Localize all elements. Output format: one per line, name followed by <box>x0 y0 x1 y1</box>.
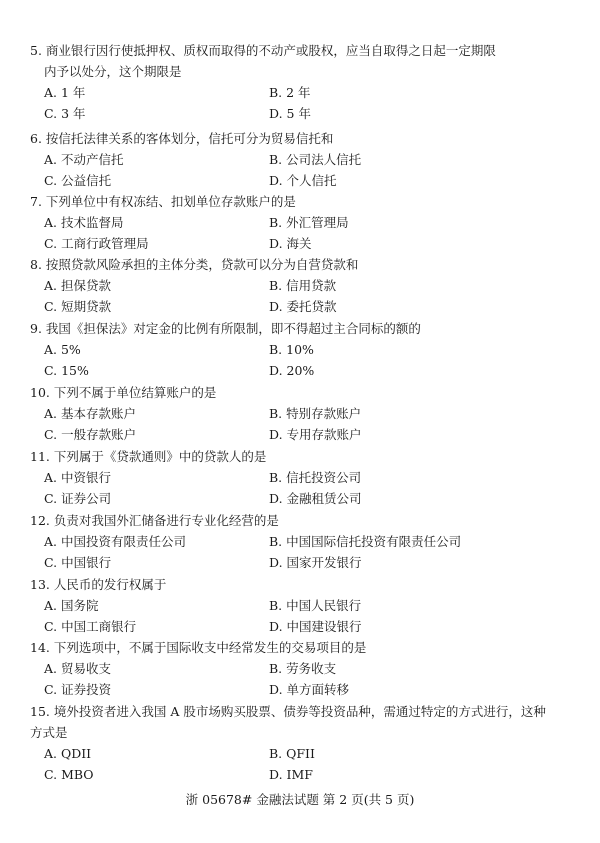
option-b: B. QFII <box>269 746 315 761</box>
option-d: D. 个人信托 <box>269 173 337 188</box>
question-7 <box>30 191 580 254</box>
option-b: B. 2 年 <box>269 85 311 100</box>
option-c: C. 证券公司 <box>44 491 112 506</box>
option-d: D. 单方面转移 <box>269 682 350 697</box>
option-c: C. 证券投资 <box>44 682 112 697</box>
option-d: D. 5 年 <box>269 106 311 121</box>
question-11 <box>30 446 580 509</box>
question-14 <box>30 637 580 700</box>
option-b: B. 信用贷款 <box>269 278 337 293</box>
option-a: A. 技术监督局 <box>44 215 124 230</box>
option-c: C. 15% <box>44 363 89 378</box>
option-a: A. 5% <box>44 342 81 357</box>
option-b: B. 特别存款账户 <box>269 406 362 421</box>
option-b: B. 劳务收支 <box>269 661 337 676</box>
option-a: A. 国务院 <box>44 598 99 613</box>
option-c: C. 一般存款账户 <box>44 427 137 442</box>
option-c: C. 中国工商银行 <box>44 619 137 634</box>
question-13 <box>30 574 580 637</box>
question-10 <box>30 382 580 445</box>
option-d: D. 中国建设银行 <box>269 619 362 634</box>
option-a: A. 中国投资有限责任公司 <box>44 534 186 549</box>
option-c: C. 3 年 <box>44 106 86 121</box>
option-d: D. 金融租赁公司 <box>269 491 362 506</box>
option-b: B. 公司法人信托 <box>269 152 362 167</box>
question-5 <box>30 40 580 124</box>
option-d: D. 20% <box>269 363 315 378</box>
question-stem: 6. 按信托法律关系的客体划分，信托可分为贸易信托和 <box>30 131 334 146</box>
option-b: B. 信托投资公司 <box>269 470 362 485</box>
option-d: D. 国家开发银行 <box>269 555 362 570</box>
option-a: A. 基本存款账户 <box>44 406 136 421</box>
option-a: A. 1 年 <box>44 85 86 100</box>
option-a: A. 不动产信托 <box>44 152 124 167</box>
option-d: D. IMF <box>269 767 313 782</box>
question-9 <box>30 318 580 381</box>
question-stem: 7. 下列单位中有权冻结、扣划单位存款账户的是 <box>30 194 296 209</box>
question-stem: 13. 人民币的发行权属于 <box>30 577 167 592</box>
question-stem: 14. 下列选项中，不属于国际收支中经常发生的交易项目的是 <box>30 640 367 655</box>
question-8 <box>30 254 580 317</box>
question-stem: 11. 下列属于《贷款通则》中的贷款人的是 <box>30 449 267 464</box>
option-c: C. 工商行政管理局 <box>44 236 149 251</box>
question-6 <box>30 128 580 191</box>
option-d: D. 委托贷款 <box>269 299 337 314</box>
option-b: B. 外汇管理局 <box>269 215 349 230</box>
option-c: C. 短期贷款 <box>44 299 112 314</box>
option-c: C. 中国银行 <box>44 555 112 570</box>
option-d: D. 专用存款账户 <box>269 427 362 442</box>
question-stem: 9. 我国《担保法》对定金的比例有所限制，即不得超过主合同标的额的 <box>30 321 421 336</box>
question-stem: 12. 负责对我国外汇储备进行专业化经营的是 <box>30 513 279 528</box>
option-a: A. 中资银行 <box>44 470 111 485</box>
option-b: B. 中国人民银行 <box>269 598 362 613</box>
question-12 <box>30 510 580 573</box>
option-b: B. 10% <box>269 342 314 357</box>
question-stem: 15. 境外投资者进入我国 A 股市场购买股票、债券等投资品种，需通过特定的方式进行，这种方式是 <box>30 704 546 740</box>
option-a: A. 担保贷款 <box>44 278 111 293</box>
question-stem: 10. 下列不属于单位结算账户的是 <box>30 385 217 400</box>
option-c: C. 公益信托 <box>44 173 112 188</box>
question-stem: 5. 商业银行因行使抵押权、质权而取得的不动产或股权，应当自取得之日起一定期限 <box>30 43 496 58</box>
question-15 <box>30 701 580 785</box>
option-a: A. QDII <box>44 746 92 761</box>
question-stem-cont: 内予以处分，这个期限是 <box>44 64 182 79</box>
question-stem: 8. 按照贷款风险承担的主体分类，贷款可以分为自营贷款和 <box>30 257 359 272</box>
option-a: A. 贸易收支 <box>44 661 111 676</box>
option-c: C. MBO <box>44 767 94 782</box>
option-b: B. 中国国际信托投资有限责任公司 <box>269 534 462 549</box>
page-footer: 浙 05678# 金融法试题 第 2 页(共 5 页) <box>185 792 415 807</box>
option-d: D. 海关 <box>269 236 312 251</box>
